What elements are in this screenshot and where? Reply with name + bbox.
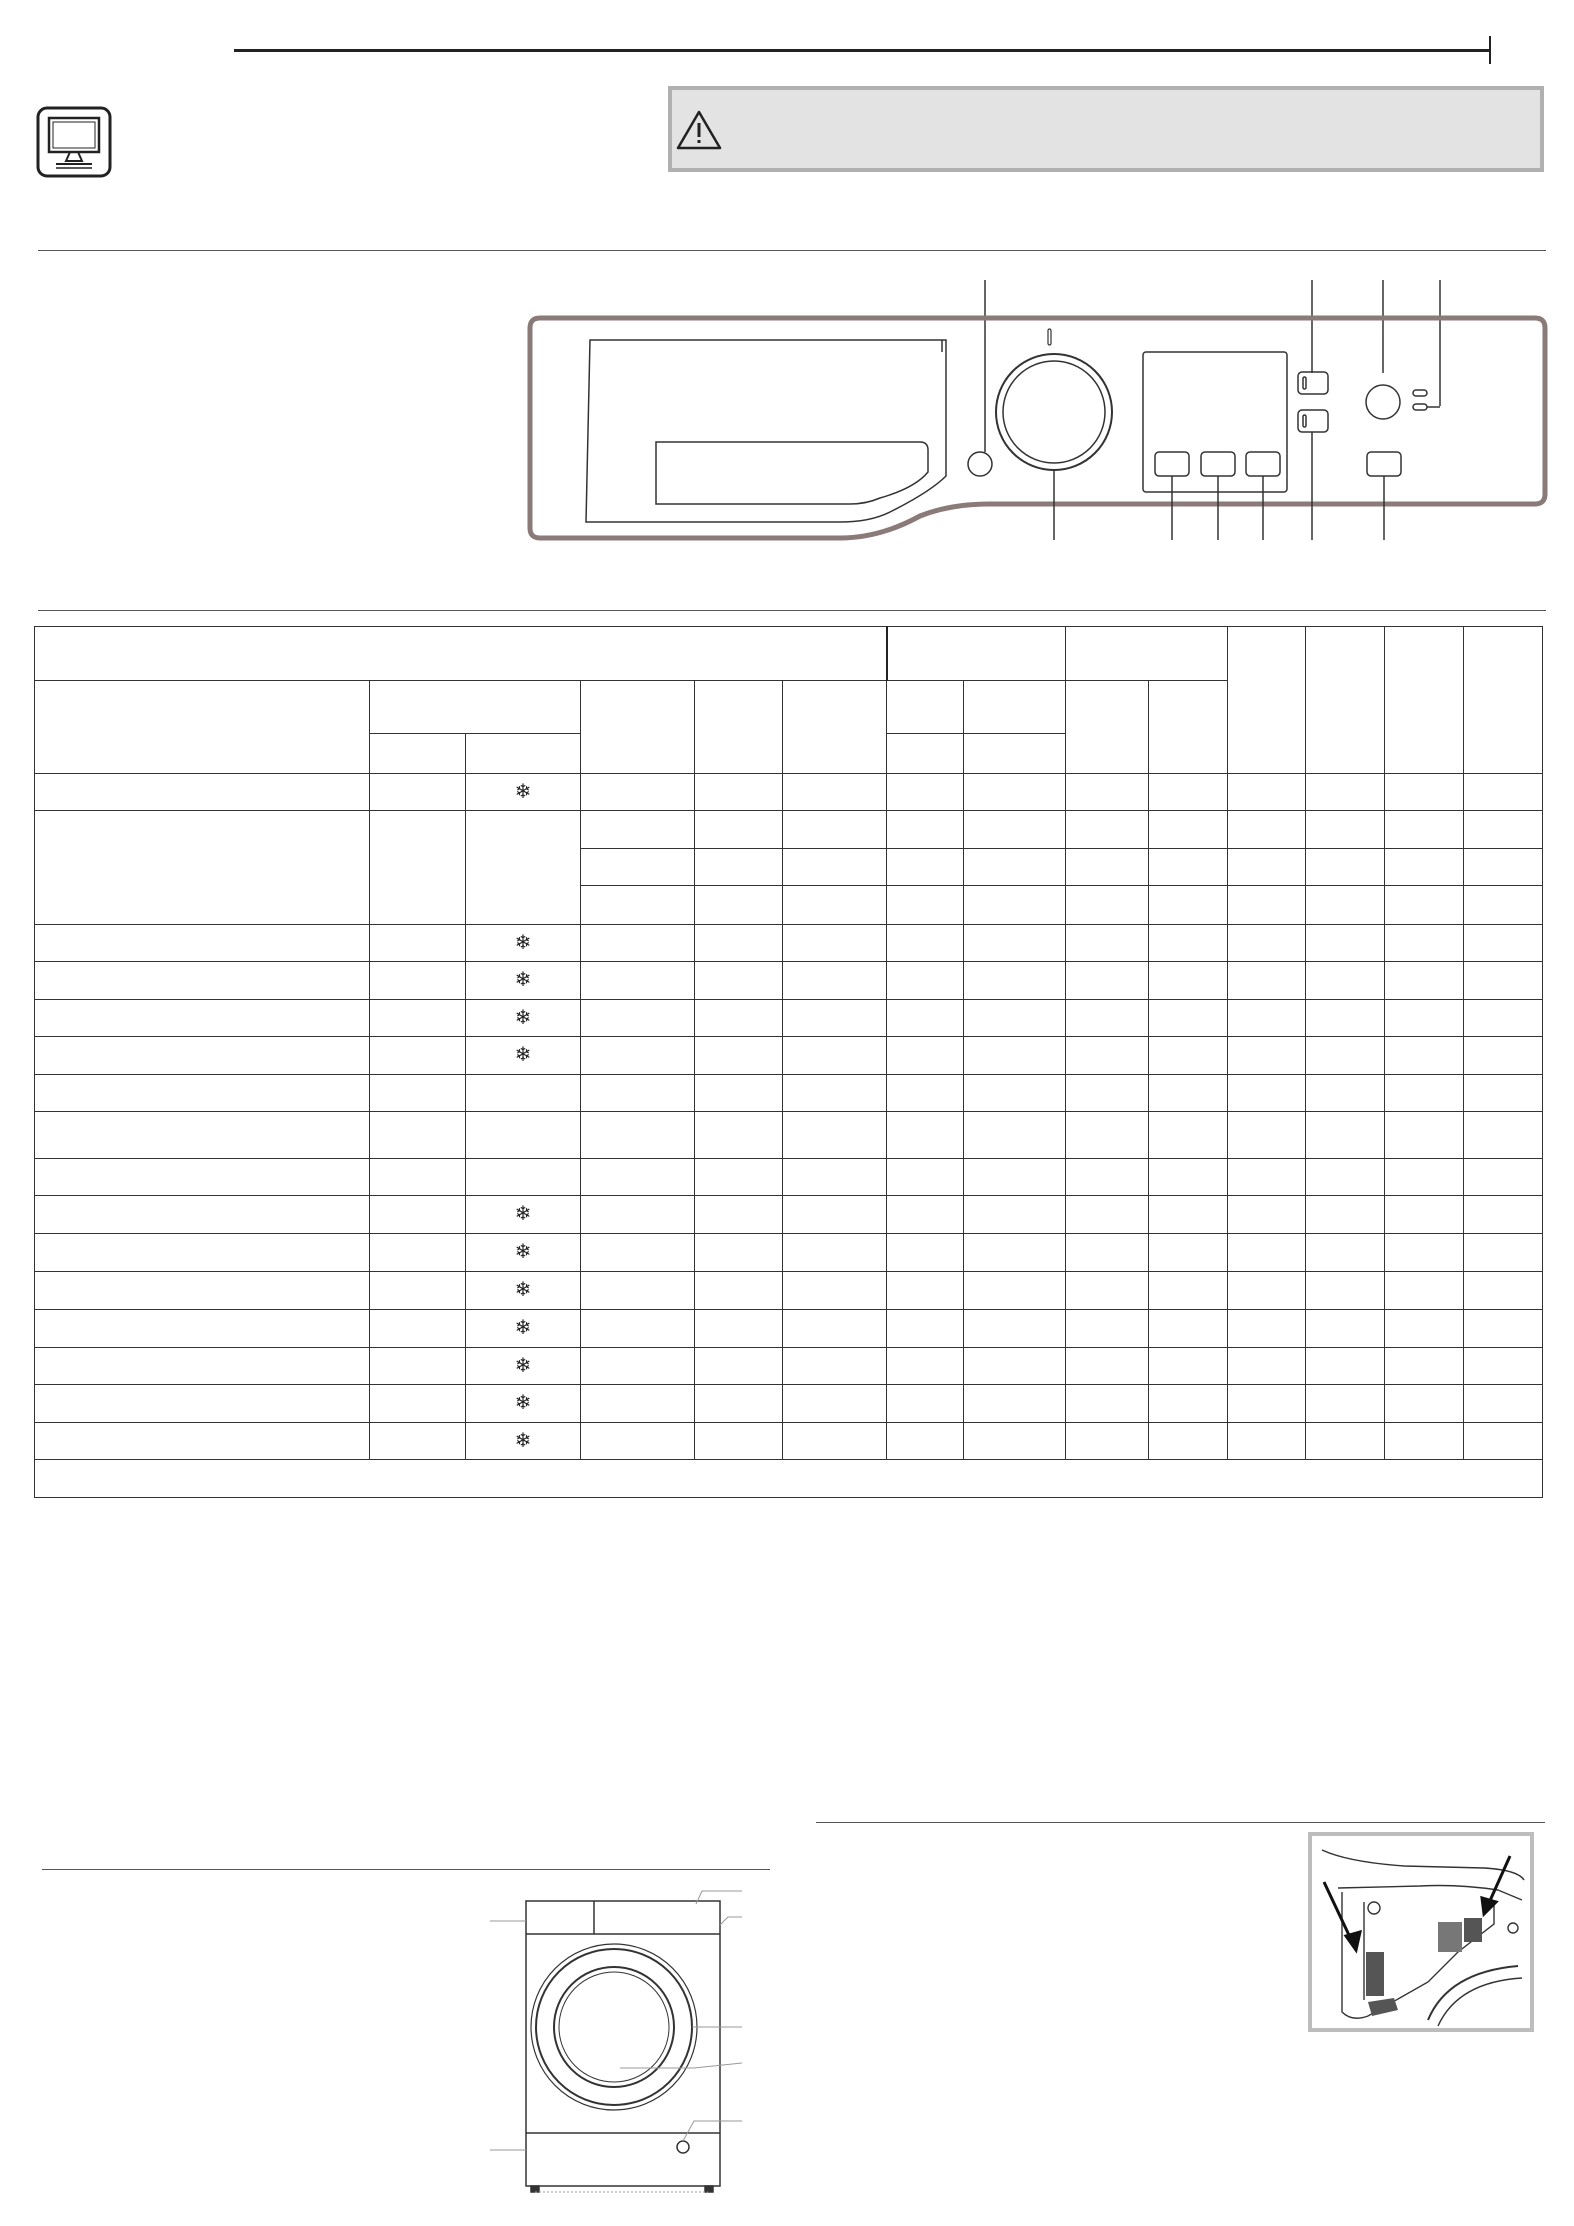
program-dial — [996, 329, 1112, 470]
table-header-row — [35, 627, 1543, 681]
table-row — [35, 962, 1543, 1000]
table-row — [35, 1234, 1543, 1272]
control-panel-diagram — [0, 0, 1560, 560]
table-row — [35, 1196, 1543, 1234]
header-cell — [964, 681, 1066, 734]
callout-lines-top — [985, 280, 1440, 452]
snowflake-icon: ❄ — [514, 1354, 532, 1377]
header-cell — [1464, 627, 1543, 774]
section-rule-middle — [38, 610, 1546, 611]
snowflake-icon: ❄ — [514, 1006, 532, 1029]
detergent-drawer-detail-image — [1308, 1832, 1534, 2032]
header-cell — [964, 734, 1066, 774]
detergent-drawer — [586, 340, 946, 522]
header-cell — [581, 681, 695, 774]
program-specification-table — [34, 626, 1543, 1498]
header-cell — [1066, 681, 1149, 774]
section-rule-lower-right — [816, 1822, 1545, 1823]
snowflake-icon: ❄ — [514, 1392, 532, 1414]
header-cell — [370, 681, 581, 734]
section-rule-lower-left — [42, 1869, 770, 1870]
snowflake-icon: ❄ — [514, 780, 532, 803]
header-cell — [887, 734, 964, 774]
snowflake-icon: ❄ — [514, 1279, 532, 1301]
header-cell — [35, 681, 370, 774]
snowflake-icon: ❄ — [514, 931, 532, 954]
header-cell — [1385, 627, 1464, 774]
table-row — [35, 1159, 1543, 1196]
header-cell — [1066, 627, 1228, 681]
header-cell — [370, 734, 466, 774]
header-cell — [1306, 627, 1385, 774]
header-cell — [783, 681, 887, 774]
table-row — [35, 811, 1543, 849]
table-row — [35, 1348, 1543, 1385]
snowflake-icon: ❄ — [514, 1317, 532, 1339]
callout-lines-bottom — [1054, 432, 1384, 540]
header-cell — [887, 681, 964, 734]
table-row — [35, 1075, 1543, 1112]
washing-machine-front-diagram — [480, 1880, 760, 2200]
start-indicator — [968, 452, 992, 476]
snowflake-icon: ❄ — [514, 1044, 532, 1066]
table-row — [35, 1112, 1543, 1159]
table-row — [35, 1037, 1543, 1075]
side-buttons — [1298, 372, 1427, 476]
header-cell — [466, 734, 581, 774]
snowflake-icon: ❄ — [514, 969, 532, 991]
table-row — [35, 1310, 1543, 1348]
header-cell — [1149, 681, 1228, 774]
display-buttons — [1155, 452, 1280, 476]
table-row — [35, 1385, 1543, 1423]
display-screen — [1143, 352, 1287, 492]
table-row — [35, 774, 1543, 811]
table-row — [35, 925, 1543, 962]
header-cell — [1228, 627, 1306, 774]
snowflake-icon: ❄ — [514, 1241, 532, 1263]
snowflake-icon: ❄ — [514, 1429, 532, 1452]
table-row — [35, 1000, 1543, 1037]
table-row — [35, 1423, 1543, 1460]
snowflake-icon: ❄ — [514, 1203, 532, 1225]
table-footer-row — [35, 1460, 1543, 1498]
panel-outline — [530, 318, 1545, 538]
header-cell — [887, 627, 1066, 681]
table-row — [35, 1272, 1543, 1310]
header-cell — [35, 627, 887, 681]
header-cell — [695, 681, 783, 774]
